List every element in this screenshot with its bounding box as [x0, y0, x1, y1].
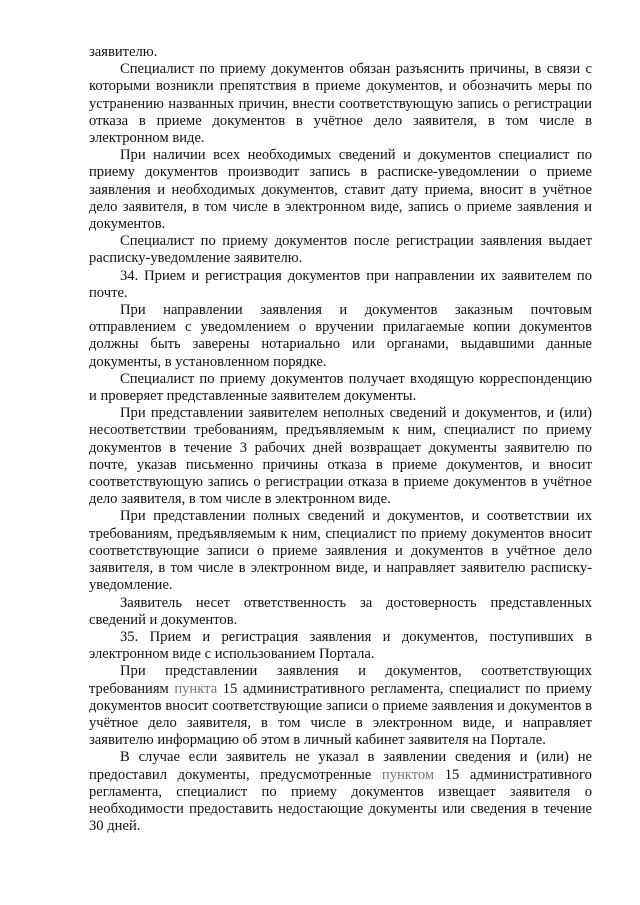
text-segment: 15 административного регламента, специалист по приему документов извещает заявителя о необходимости предоставить недостающие документы или сведения в течение 30 дней.	[89, 766, 592, 835]
section-heading-35: 35. Прием и регистрация заявления и документов, поступивших в электронном виде с использованием Портала.	[89, 628, 592, 663]
paragraph: Специалист по приему документов получает входящую корреспонденцию и проверяет представленные заявителем документы.	[89, 370, 592, 405]
text-segment: В случае если заявитель не указал в заявлении сведения и (или) не предоставил документы, предусмотренные	[89, 749, 592, 783]
paragraph: Специалист по приему документов обязан разъяснить причины, в связи с которыми возникли препятствия в приеме документов, и обозначить меры по устранению названных причин, внести соответствующую запись о регистрации отказа в приеме документов в учётное дело заявителя, в том числе в электронном виде.	[89, 61, 592, 147]
regulation-link[interactable]: пунктом	[381, 766, 435, 783]
paragraph: При представлении заявителем неполных сведений и документов, и (или) несоответствии требованиям, предъявляемым к ним, специалист по приему документов в течение 3 рабочих дней возвращает документы заявителю по почте, указав письменно причины отказа в приеме документов, и вносит соответствующую запись о регистрации отказа в приеме документов в учётное дело заявителя, в том числе в электронном виде.	[89, 405, 592, 508]
paragraph-with-link	[89, 749, 592, 835]
paragraph: Специалист по приему документов после регистрации заявления выдает расписку-уведомление заявителю.	[89, 233, 592, 267]
section-heading-34: 34. Прием и регистрация документов при направлении их заявителем по почте.	[89, 267, 592, 301]
paragraph: заявителю.	[89, 44, 158, 60]
paragraph: При представлении полных сведений и документов, и соответствии их требованиям, предъявляемым к ним, специалист по приему документов вносит соответствующие записи о приеме заявления и документов в учётное дело заявителя, в том числе в электронном виде, и направляет заявителю расписку-уведомление.	[89, 508, 592, 594]
text-segment: 15 административного регламента, специалист по приему документов вносит соответствующие записи о приеме заявления и документов в учётное дело заявителя, в том числе в электронном виде, и направляет заявителю информацию об этом в личный кабинет заявителя на Портале.	[89, 680, 592, 749]
paragraph: При наличии всех необходимых сведений и документов специалист по приему документов производит запись в расписке-уведомлении о приеме заявления и необходимых документов, ставит дату приема, вносит в учётное дело заявителя, в том числе в электронном виде, запись о приеме заявления и документов.	[89, 147, 592, 233]
paragraph: Заявитель несет ответственность за достоверность представленных сведений и документов.	[89, 594, 592, 628]
text-segment: При представлении заявления и документов, соответствующих требованиям	[89, 663, 592, 697]
regulation-link[interactable]: пункта	[174, 680, 218, 697]
paragraph: При направлении заявления и документов заказным почтовым отправлением с уведомлением о вручении прилагаемые копии документов должны быть заверены нотариально или органами, выдавшими данные документы, в установленном порядке.	[89, 302, 592, 370]
paragraph-with-link	[89, 663, 592, 749]
